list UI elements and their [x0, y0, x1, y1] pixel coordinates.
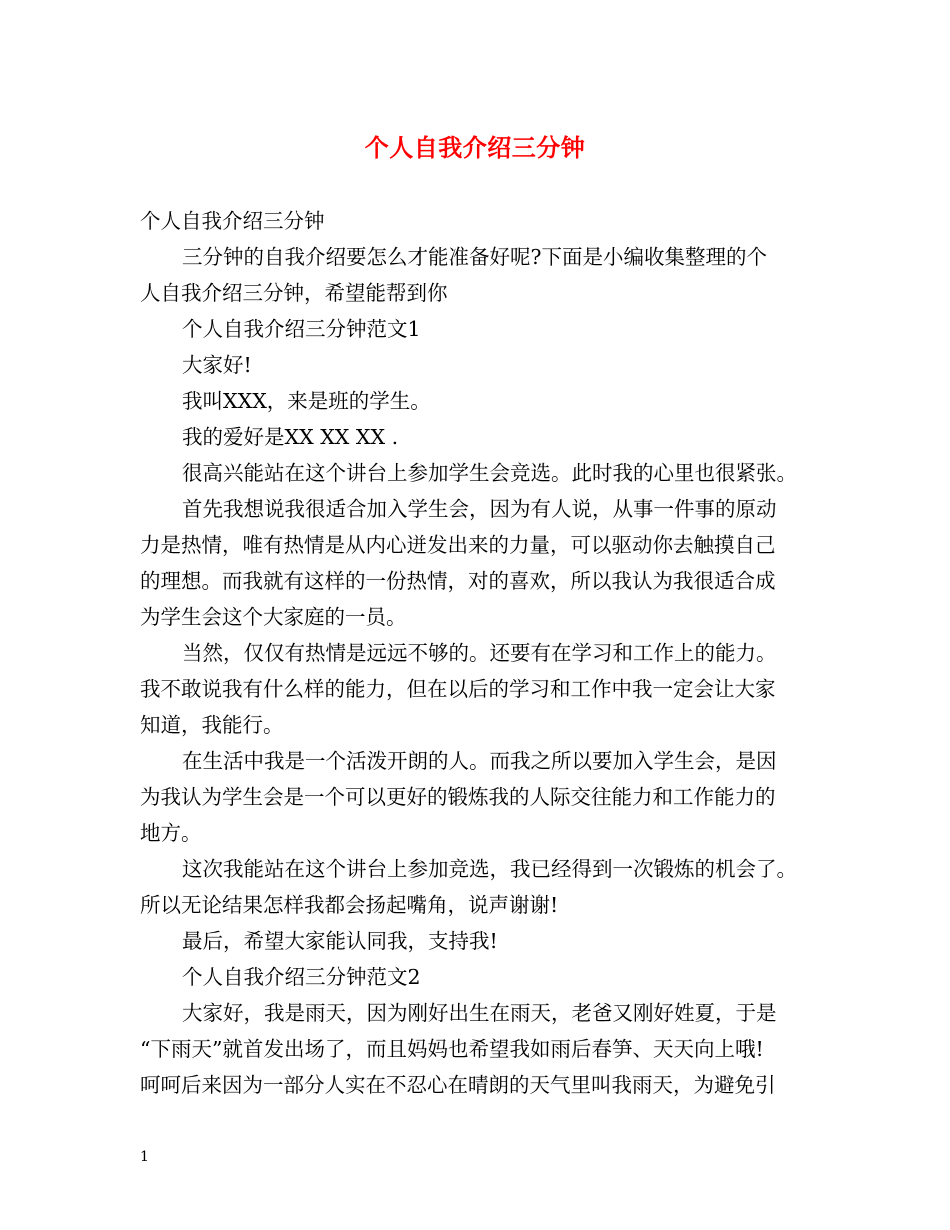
text-line: 所以无论结果怎样我都会扬起嘴角，说声谢谢!	[140, 893, 559, 917]
text-line: 为学生会这个大家庭的一员。	[140, 605, 407, 629]
text-line: 个人自我介绍三分钟	[140, 209, 325, 233]
text-line: 我不敢说我有什么样的能力，但在以后的学习和工作中我一定会让大家	[140, 677, 776, 701]
text-line: 力是热情，唯有热情是从内心迸发出来的力量，可以驱动你去触摸自己	[140, 533, 776, 557]
text-line: 大家好，我是雨天，因为刚好出生在雨天，老爸又刚好姓夏，于是	[182, 1001, 777, 1025]
text-line: 地方。	[140, 821, 202, 845]
text-line: “下雨天”就首发出场了，而且妈妈也希望我如雨后春笋、天天向上哦!	[140, 1037, 764, 1061]
text-line: 的理想。而我就有这样的一份热情，对的喜欢，所以我认为我很适合成	[140, 569, 776, 593]
document-body	[140, 203, 832, 1103]
document-title: 个人自我介绍三分钟	[364, 134, 586, 162]
text-line: 三分钟的自我介绍要怎么才能准备好呢?下面是小编收集整理的个	[182, 245, 767, 269]
text-line: 首先我想说我很适合加入学生会，因为有人说，从事一件事的原动	[182, 497, 777, 521]
text-line: 最后，希望大家能认同我，支持我!	[182, 929, 498, 953]
text-line: 当然，仅仅有热情是远远不够的。还要有在学习和工作上的能力。	[182, 641, 777, 665]
text-line: 在生活中我是一个活泼开朗的人。而我之所以要加入学生会，是因	[182, 749, 777, 773]
text-line: 我叫XXX，来是班的学生。	[182, 389, 431, 413]
text-line: 为我认为学生会是一个可以更好的锻炼我的人际交往能力和工作能力的	[140, 785, 776, 809]
text-line: 人自我介绍三分钟，希望能帮到你	[140, 281, 448, 305]
text-line: 个人自我介绍三分钟范文2	[182, 965, 421, 989]
text-line: 个人自我介绍三分钟范文1	[182, 317, 421, 341]
text-line: 这次我能站在这个讲台上参加竞选，我已经得到一次锻炼的机会了。	[182, 857, 797, 881]
page-number: 1	[140, 1149, 149, 1165]
text-line: 我的爱好是XX XX XX .	[182, 425, 399, 449]
text-line: 知道，我能行。	[140, 713, 284, 737]
text-line: 呵呵后来因为一部分人实在不忍心在晴朗的天气里叫我雨天，为避免引	[140, 1073, 776, 1097]
text-line: 大家好!	[182, 353, 252, 377]
text-line: 很高兴能站在这个讲台上参加学生会竞选。此时我的心里也很紧张。	[182, 461, 797, 485]
